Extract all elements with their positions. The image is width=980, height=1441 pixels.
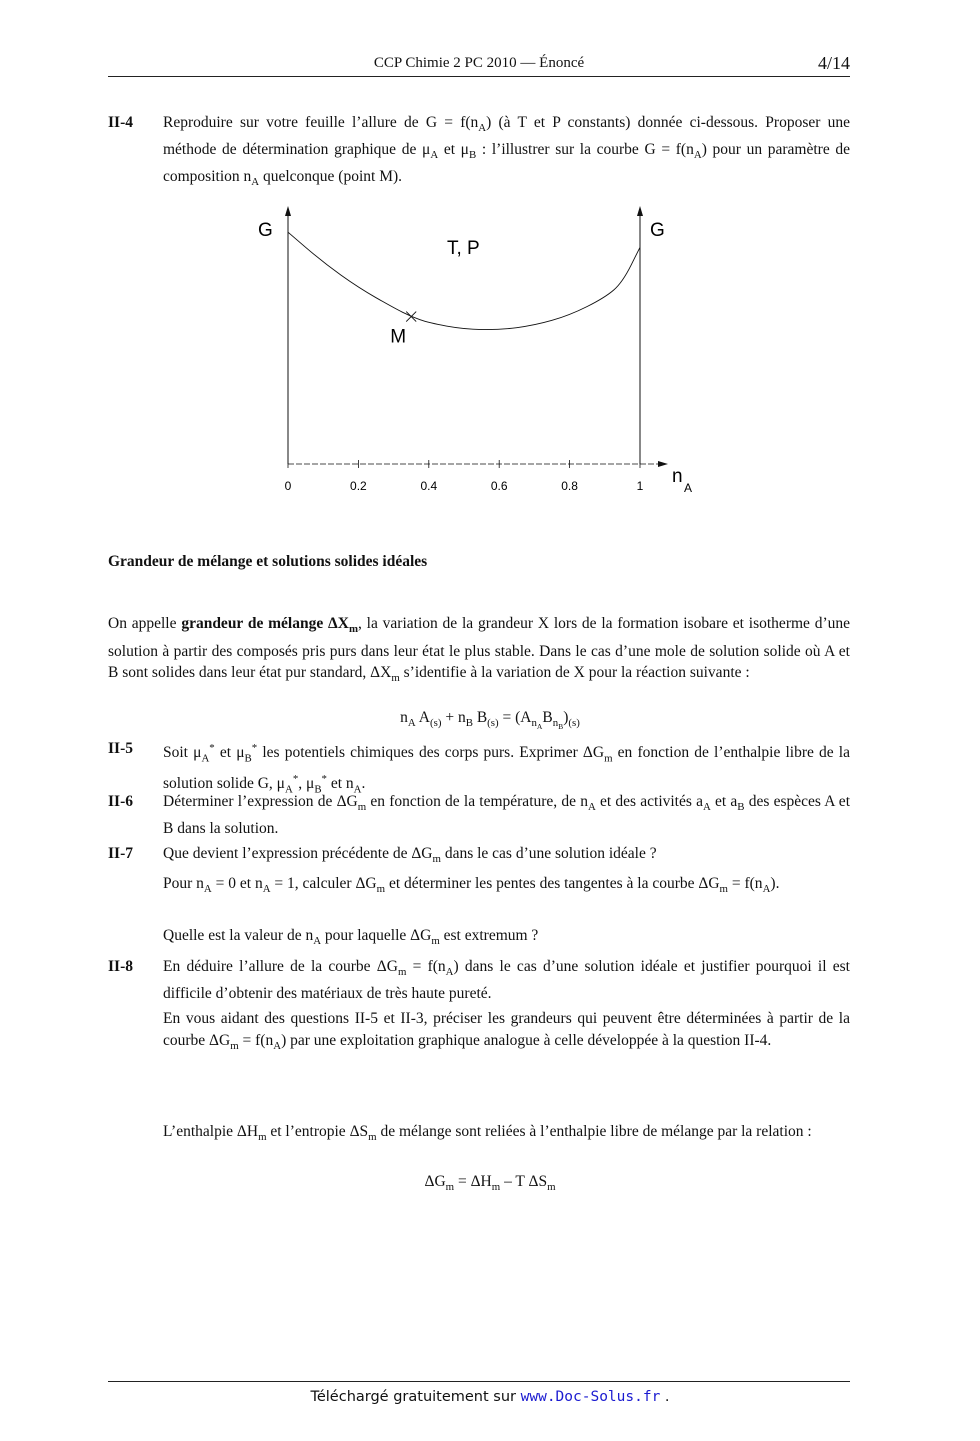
question-number: II-6: [108, 793, 133, 810]
footer-end: .: [660, 1389, 670, 1405]
x-ticks: [285, 460, 644, 493]
x-tick-label: 0.4: [420, 479, 438, 493]
footer-divider: [108, 1381, 850, 1382]
question-text: En déduire l’allure de la courbe $\Delta G_m = f(n_A)$ dans le cas d’une solution idéale et justifier pourquoi il est difficile d’obtenir des matériaux de très haute pureté.: [163, 958, 850, 1003]
question-ii4: [108, 112, 851, 189]
x-label: n: [672, 466, 683, 487]
question-ii5: [108, 738, 850, 796]
question-text: Reproduire sur votre feuille l’allure de $G = f(n_A)$ (à T et P constants) donnée ci-dessous. Proposer une méthode de détermination graphique de $\mu_A$ et $\mu_B$ : l’illustrer sur la courbe $G = f(n_A)$ pour un paramètre de composition $n_A$ quelconque (point M).: [163, 114, 851, 189]
mixing-relation-equation: $\Delta G_m = \Delta H_m - T$ $\Delta S_m$: [424, 1173, 556, 1194]
page-header: [108, 50, 850, 77]
question-ii8-part2: En vous aidant des questions II-5 et II-3, préciser les grandeurs qui peuvent être déterminées à partir de la courbe $\Delta G_m = f(n_A)$ par une exploitation graphique analogue à celle développée à la question II-4.: [163, 1010, 850, 1052]
question-ii7: [108, 843, 850, 865]
point-m-label: M: [390, 326, 407, 348]
point-m-marker: [406, 312, 416, 322]
question-text: Déterminer l’expression de $\Delta G_m$ en fonction de la température, de $n_A$ et des activités $a_A$ et $a_B$ des espèces A et B dans la solution.: [163, 793, 850, 838]
x-tick-label: 0.6: [490, 479, 508, 493]
x-tick-label: 0.2: [350, 479, 367, 493]
question-text: Soit $\mu_A^*$ et $\mu_B^*$ les potentiels chimiques des corps purs. Exprimer $\Delta G_m$ en fonction de l’enthalpie libre de la solution solide G, $\mu_A^*$, $\mu_B^*$ et $n_A$.: [163, 742, 850, 796]
x-tick-label: 1: [636, 479, 644, 493]
y-label-right: G: [650, 220, 665, 241]
x-tick-label: 0: [284, 479, 292, 493]
question-text: Que devient l’expression précédente de $\Delta G_m$ dans le cas d’une solution idéale ?: [163, 845, 657, 866]
tp-annotation: T, P: [447, 238, 480, 259]
question-number: II-5: [108, 740, 133, 757]
page-number: 4/14: [817, 53, 850, 73]
question-ii7-part2: Pour $n_A = 0$ et $n_A = 1$, calculer $\Delta G_m$ et déterminer les pentes des tangentes à la courbe $\Delta G_m = f(n_A)$.: [163, 875, 780, 896]
left-axis-arrow: [285, 206, 291, 216]
question-number: II-4: [108, 114, 133, 131]
question-ii7-part3: Quelle est la valeur de $n_A$ pour laquelle $\Delta G_m$ est extremum ?: [163, 927, 539, 948]
header-title: CCP Chimie 2 PC 2010 — Énoncé: [373, 55, 585, 71]
footer-link[interactable]: www.Doc-Solus.fr: [520, 1389, 661, 1405]
intro-paragraph: On appelle grandeur de mélange $\Delta X_m$, la variation de la grandeur X lors de la formation isobare et isotherme d’une solution à partir des composés pris purs dans leur état le plus stable. Dans le cas d’une mole de solution solide où A et B sont solides dans leur état pur standard, $\Delta X_m$ s’identifie à la variation de X pour la réaction suivante :: [108, 615, 851, 685]
g-curve-figure: [250, 200, 710, 500]
question-number: II-8: [108, 958, 133, 975]
reaction-equation: $n_A$ $A_{(s)} + n_B$ $B_{(s)} = (A_{n_A}B_{n_B})_{(s)}$: [400, 709, 580, 732]
x-label-sub: A: [684, 481, 693, 495]
y-label-left: G: [258, 220, 273, 241]
question-ii6: [108, 791, 850, 838]
right-axis-arrow: [637, 206, 643, 216]
x-tick-label: 0.8: [561, 479, 578, 493]
x-axis-arrow: [658, 461, 668, 467]
footer: [0, 1389, 980, 1405]
question-number: II-7: [108, 845, 133, 862]
section-title: Grandeur de mélange et solutions solides idéales: [108, 553, 428, 570]
footer-text: Téléchargé gratuitement sur: [310, 1389, 521, 1405]
closing-paragraph: L’enthalpie $\Delta H_m$ et l’entropie $\Delta S_m$ de mélange sont reliées à l’enthalpie libre de mélange par la relation :: [163, 1123, 812, 1144]
question-ii8: [108, 956, 850, 1003]
